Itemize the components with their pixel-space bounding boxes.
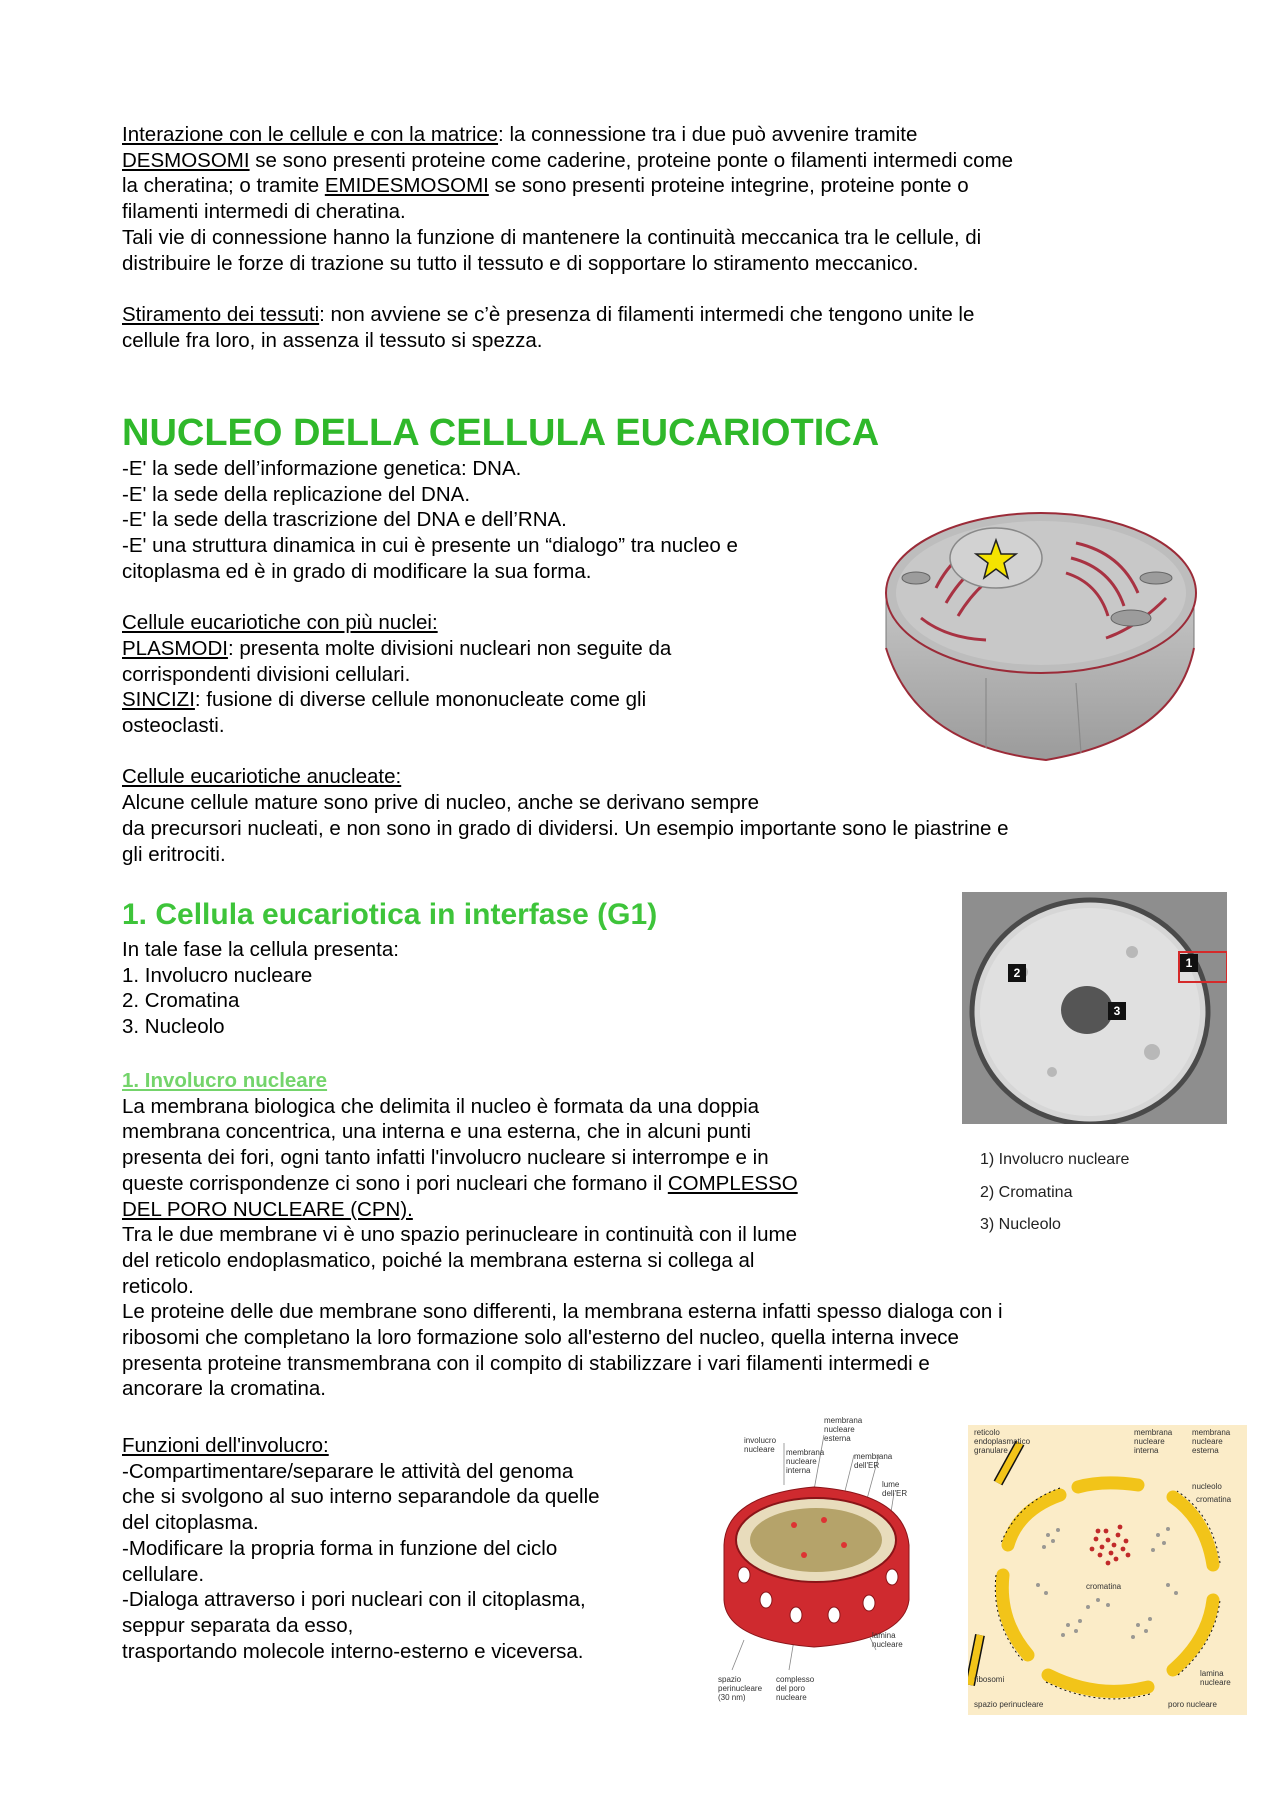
nucleo-line: -E' la sede della replicazione del DNA. xyxy=(122,482,471,506)
anucleate-heading: Cellule eucariotiche anucleate: xyxy=(122,765,402,789)
intro-line-5: Tali vie di connessione hanno la funzione di mantenere la continuità meccanica tra le cellule, di xyxy=(122,225,982,249)
svg-text:interna: interna xyxy=(786,1466,811,1475)
nucleo-title: NUCLEO DELLA CELLULA EUCARIOTICA xyxy=(122,412,880,454)
svg-text:membrana: membrana xyxy=(824,1416,863,1425)
funzioni-line: -Compartimentare/separare le attività del genoma xyxy=(122,1459,574,1483)
nucleo-line: -E' la sede dell’informazione genetica: DNA. xyxy=(122,457,522,480)
svg-text:complesso: complesso xyxy=(776,1675,815,1684)
svg-text:nucleare: nucleare xyxy=(786,1457,817,1466)
svg-text:dell'ER: dell'ER xyxy=(882,1489,908,1498)
svg-text:nucleare: nucleare xyxy=(1192,1437,1223,1446)
interfase-line: 1. Involucro nucleare xyxy=(122,963,313,987)
nucleo-line: -E' la sede della trascrizione del DNA e dell’RNA. xyxy=(122,508,567,532)
anucleate-line: gli eritrociti. xyxy=(122,842,226,866)
involucro-line: membrana concentrica, una interna e una esterna, che in alcuni punti xyxy=(122,1120,752,1144)
stiramento-line-2: cellule fra loro, in assenza il tessuto si spezza. xyxy=(122,328,543,352)
involucro-section xyxy=(122,1068,1003,1402)
intro-line-4: filamenti intermedi di cheratina. xyxy=(122,200,406,224)
legend-item: 3) Nucleolo xyxy=(980,1216,1061,1233)
funzioni-line: che si svolgono al suo interno separandole da quelle xyxy=(122,1485,600,1509)
involucro-line: Tra le due membrane vi è uno spazio perinucleare in continuità con il lume xyxy=(122,1223,797,1247)
svg-text:cromatina: cromatina xyxy=(1086,1582,1122,1591)
svg-text:lamina: lamina xyxy=(872,1631,896,1640)
cell-3d-illustration xyxy=(876,498,1206,766)
svg-text:spazio perinucleare: spazio perinucleare xyxy=(974,1700,1044,1709)
involucro-line: reticolo. xyxy=(122,1274,194,1298)
funzioni-section xyxy=(122,1433,600,1664)
funzioni-heading: Funzioni dell'involucro: xyxy=(122,1434,329,1457)
sincizi-line-2: osteoclasti. xyxy=(122,714,225,738)
svg-text:poro nucleare: poro nucleare xyxy=(1168,1700,1217,1709)
plasmodi-line-2: corrispondenti divisioni cellulari. xyxy=(122,662,411,686)
svg-text:reticolo: reticolo xyxy=(974,1428,1000,1437)
svg-text:esterna: esterna xyxy=(1192,1446,1219,1455)
funzioni-line: cellulare. xyxy=(122,1562,205,1586)
interfase-line: In tale fase la cellula presenta: xyxy=(122,938,399,961)
svg-text:cromatina: cromatina xyxy=(1196,1495,1232,1504)
nuclear-envelope-diagram xyxy=(704,1415,928,1715)
svg-text:involucro: involucro xyxy=(744,1436,777,1445)
anucleate-line: da precursori nucleati, e non sono in grado di dividersi. Un esempio importante sono le piastrine e xyxy=(122,816,1009,840)
stiramento-line-1: Stiramento dei tessuti: non avviene se c’è presenza di filamenti intermedi che tengono unite le xyxy=(122,302,975,326)
nucleus-section-diagram xyxy=(968,1425,1247,1715)
svg-text:3: 3 xyxy=(1113,1004,1121,1018)
svg-text:dell'ER: dell'ER xyxy=(854,1461,880,1470)
intro-section xyxy=(122,122,1013,353)
svg-text:del poro: del poro xyxy=(776,1684,805,1693)
svg-text:esterna: esterna xyxy=(824,1434,851,1443)
plasmodi-line-1: PLASMODI: presenta molte divisioni nucleari non seguite da xyxy=(122,636,672,660)
involucro-line: queste corrispondenze ci sono i pori nucleari che formano il COMPLESSO xyxy=(122,1171,798,1195)
involucro-line: ribosomi che completano la loro formazione solo all'esterno del nucleo, quella interna invece xyxy=(122,1326,959,1350)
intro-line-3: la cheratina; o tramite EMIDESMOSOMI se sono presenti proteine integrine, proteine ponte o xyxy=(122,174,969,198)
funzioni-line: seppur separata da esso, xyxy=(122,1613,354,1637)
involucro-line: presenta proteine transmembrana con il compito di stabilizzare i vari filamenti intermedi e xyxy=(122,1351,930,1375)
svg-text:nucleolo: nucleolo xyxy=(1192,1482,1222,1491)
svg-text:2: 2 xyxy=(1013,966,1021,980)
interfase-section xyxy=(122,937,399,1040)
svg-text:membrana: membrana xyxy=(1192,1428,1231,1437)
nucleo-line: citoplasma ed è in grado di modificare la sua forma. xyxy=(122,559,592,583)
funzioni-line: del citoplasma. xyxy=(122,1511,259,1535)
interfase-title: 1. Cellula eucariotica in interfase (G1) xyxy=(122,898,658,931)
svg-text:nucleare: nucleare xyxy=(744,1445,775,1454)
funzioni-line: trasportando molecole interno-esterno e viceversa. xyxy=(122,1639,584,1663)
svg-text:lume: lume xyxy=(882,1480,900,1489)
intro-line-2: DESMOSOMI se sono presenti proteine come caderine, proteine ponte o filamenti intermedi come xyxy=(122,148,1014,172)
legend-item: 2) Cromatina xyxy=(980,1183,1073,1201)
legend-item: 1) Involucro nucleare xyxy=(980,1151,1130,1168)
svg-text:nucleare: nucleare xyxy=(824,1425,855,1434)
funzioni-line: -Modificare la propria forma in funzione del ciclo xyxy=(122,1536,558,1560)
involucro-line: ancorare la cromatina. xyxy=(122,1377,326,1401)
svg-text:nucleare: nucleare xyxy=(872,1640,903,1649)
involucro-line: La membrana biologica che delimita il nucleo è formata da una doppia xyxy=(122,1094,760,1118)
involucro-heading: 1. Involucro nucleare xyxy=(122,1069,328,1092)
involucro-line: DEL PORO NUCLEARE (CPN). xyxy=(122,1197,413,1221)
nucleo-line: -E' una struttura dinamica in cui è presente un “dialogo” tra nucleo e xyxy=(122,534,738,558)
intro-line-6: distribuire le forze di trazione su tutto il tessuto e di sopportare lo stiramento meccanico. xyxy=(122,251,919,275)
involucro-line: presenta dei fori, ogni tanto infatti l'involucro nucleare si interrompe e in xyxy=(122,1146,769,1170)
svg-text:lamina: lamina xyxy=(1200,1669,1224,1678)
svg-text:nucleare: nucleare xyxy=(1200,1678,1231,1687)
svg-text:1: 1 xyxy=(1185,956,1193,970)
interfase-line: 2. Cromatina xyxy=(122,989,240,1013)
involucro-line: del reticolo endoplasmatico, poiché la membrana esterna si collega al xyxy=(122,1248,755,1272)
intro-line-1: Interazione con le cellule e con la matrice: la connessione tra i due può avvenire tramite xyxy=(122,123,918,146)
svg-text:ribosomi: ribosomi xyxy=(974,1675,1005,1684)
svg-text:nucleare: nucleare xyxy=(1134,1437,1165,1446)
svg-text:spazio: spazio xyxy=(718,1675,742,1684)
sincizi-line-1: SINCIZI: fusione di diverse cellule mononucleate come gli xyxy=(122,688,647,712)
funzioni-line: -Dialoga attraverso i pori nucleari con il citoplasma, xyxy=(122,1588,586,1612)
multi-nuclei-heading: Cellule eucariotiche con più nuclei: xyxy=(122,611,438,635)
involucro-line: Le proteine delle due membrane sono differenti, la membrana esterna infatti spesso dialoga con i xyxy=(122,1300,1003,1324)
svg-text:(30 nm): (30 nm) xyxy=(718,1693,746,1702)
svg-text:endoplasmatico: endoplasmatico xyxy=(974,1437,1031,1446)
svg-text:membrana: membrana xyxy=(1134,1428,1173,1437)
anucleate-line: Alcune cellule mature sono prive di nucleo, anche se derivano sempre xyxy=(122,791,760,815)
svg-text:granulare: granulare xyxy=(974,1446,1008,1455)
svg-text:nucleare: nucleare xyxy=(776,1693,807,1702)
svg-text:membrana: membrana xyxy=(786,1448,825,1457)
svg-text:perinucleare: perinucleare xyxy=(718,1684,763,1693)
interfase-line: 3. Nucleolo xyxy=(122,1015,225,1039)
svg-text:interna: interna xyxy=(1134,1446,1159,1455)
svg-text:membrana: membrana xyxy=(854,1452,893,1461)
